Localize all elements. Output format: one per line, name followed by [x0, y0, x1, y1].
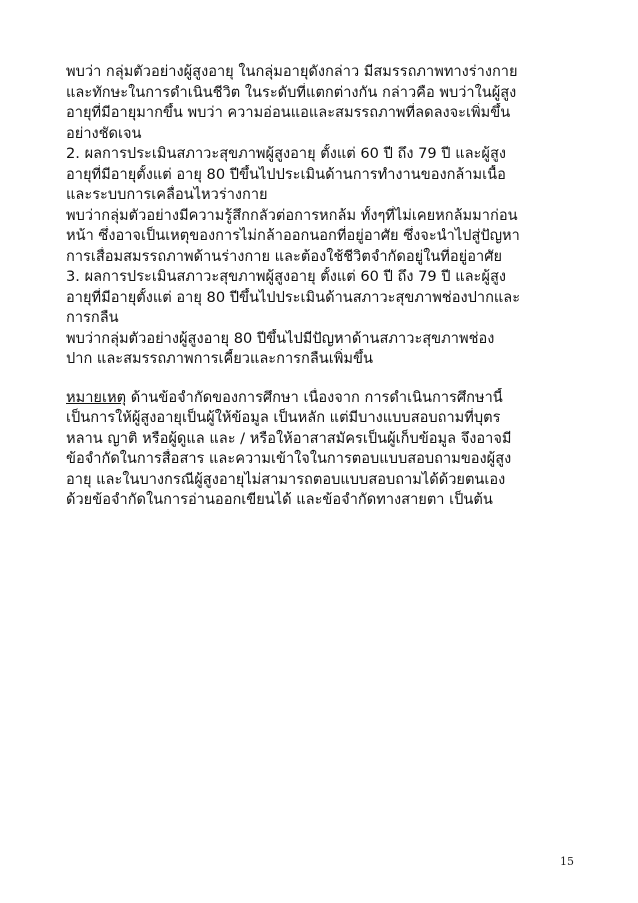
paragraph-gap — [66, 370, 582, 388]
paragraph-line: การเสื่อมสมรรถภาพด้านร่างกาย และต้องใช้ชีวิตจำกัดอยู่ในที่อยู่อาศัย — [66, 247, 503, 265]
section-heading-line: 3. ผลการประเมินสภาวะสุขภาพผู้สูงอายุ ตั้งแต่ 60 ปี ถึง 79 ปี และผู้สูง — [66, 268, 506, 285]
note-label: หมายเหตุ — [66, 388, 127, 406]
note-line: ด้วยข้อจำกัดในการอ่านออกเขียนได้ และข้อจำกัดทางสายตา เป็นต้น — [66, 491, 493, 508]
paragraph-line: พบว่ากลุ่มตัวอย่างผู้สูงอายุ 80 ปีขึ้นไปมีปัญหาด้านสภาวะสุขภาพช่อง — [66, 329, 495, 347]
paragraph-line: อายุที่มีอายุมากขึ้น พบว่า ความอ่อนแอและสมรรถภาพที่ลดลงจะเพิ่มขึ้น — [66, 104, 511, 121]
section-heading-line: และระบบการเคลื่อนไหวร่างกาย — [66, 186, 268, 203]
paragraph-line: อย่างชัดเจน — [66, 124, 142, 142]
document-body — [66, 62, 582, 511]
note-first-line — [66, 388, 582, 409]
section-heading-line: อายุที่มีอายุตั้งแต่ อายุ 80 ปีขึ้นไปประเมินด้านสภาวะสุขภาพช่องปากและ — [66, 288, 521, 306]
paragraph-line: ปาก และสมรรถภาพการเคี้ยวและการกลืนเพิ่มขึ้น — [66, 350, 373, 367]
section-heading-line: 2. ผลการประเมินสภาวะสุขภาพผู้สูงอายุ ตั้งแต่ 60 ปี ถึง 79 ปี และผู้สูง — [66, 145, 506, 162]
paragraph-line: พบว่ากลุ่มตัวอย่างมีความรู้สึกกลัวต่อการหกล้ม ทั้งๆที่ไม่เคยหกล้มมาก่อน — [66, 206, 518, 224]
paragraph-line: และทักษะในการดำเนินชีวิต ในระดับที่แตกต่างกัน กล่าวคือ พบว่าในผู้สูง — [66, 83, 517, 101]
note-first-line-text: ด้านข้อจำกัดของการศึกษา เนื่องจาก การดำเนินการศึกษานี้ — [126, 388, 503, 406]
section-heading-line: การกลืน — [66, 309, 119, 326]
note-line: อายุ และในบางกรณีผู้สูงอายุไม่สามารถตอบแบบสอบถามได้ด้วยตนเอง — [66, 470, 506, 488]
note-line: ข้อจำกัดในการสื่อสาร และความเข้าใจในการตอบแบบสอบถามของผู้สูง — [66, 450, 512, 467]
note-line: เป็นการให้ผู้สูงอายุเป็นผู้ให้ข้อมูล เป็นหลัก แต่มีบางแบบสอบถามที่บุตร — [66, 409, 501, 426]
paragraph-line: พบว่า กลุ่มตัวอย่างผู้สูงอายุ ในกลุ่มอายุดังกล่าว มีสมรรถภาพทางร่างกาย — [66, 63, 518, 80]
section-heading-line: อายุที่มีอายุตั้งแต่ อายุ 80 ปีขึ้นไปประเมินด้านการทำงานของกล้ามเนื้อ — [66, 165, 506, 183]
paragraph-line: หน้า ซึ่งอาจเป็นเหตุของการไม่กล้าออกนอกที่อยู่อาศัย ซึ่งจะนำไปสู่ปัญหา — [66, 227, 520, 244]
page-number: 15 — [560, 855, 574, 868]
note-line: หลาน ญาติ หรือผู้ดูแล และ / หรือให้อาสาสมัครเป็นผู้เก็บข้อมูล จึงอาจมี — [66, 429, 512, 447]
